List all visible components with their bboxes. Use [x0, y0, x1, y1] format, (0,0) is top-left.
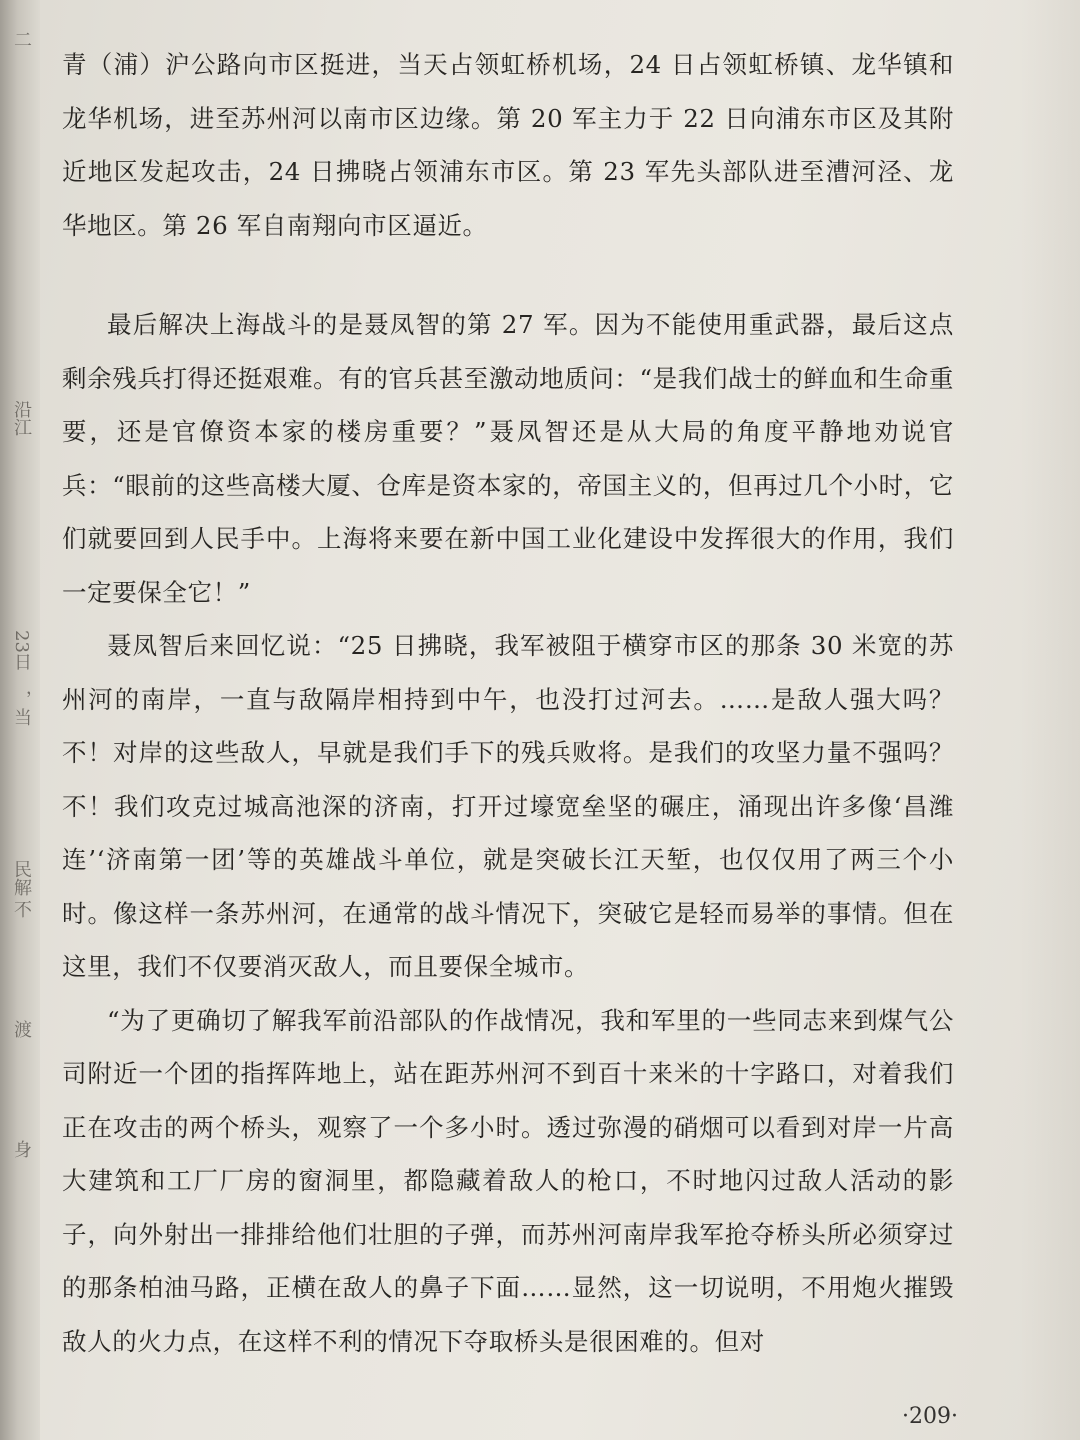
paragraph: 最后解决上海战斗的是聂凤智的第 27 军。因为不能使用重武器，最后这点剩余残兵打得还挺艰难。有的官兵甚至激动地质问：“是我们战士的鲜血和生命重要，还是官僚资本家的楼房重要？”聂凤智还是从大局的角度平静地劝说官兵：“眼前的这些高楼大厦、仓库是资本家的，帝国主义的，但再过几个小时，它们就要回到人民手中。上海将来要在新中国工业化建设中发挥很大的作用，我们一定要保全它！” — [62, 310, 954, 607]
paragraph: 聂凤智后来回忆说：“25 日拂晓，我军被阻于横穿市区的那条 30 米宽的苏州河的南岸，一直与敌隔岸相持到中午，也没打过河去。……是敌人强大吗？不！对岸的这些敌人，早就是我们手下的残兵败将。是我们的攻坚力量不强吗？不！我们攻克过城高池深的济南，打开过壕宽垒坚的碾庄，涌现出许多像‘昌潍连’‘济南第一团’等的英雄战斗单位，就是突破长江天堑，也仅仅用了两三个小时。像这样一条苏州河，在通常的战斗情况下，突破它是轻而易举的事情。但在这里，我们不仅要消灭敌人，而且要保全城市。 — [62, 631, 954, 981]
margin-fragment: ，当 — [11, 690, 32, 726]
margin-fragment: 二 — [11, 30, 32, 48]
margin-fragment: 23日 — [11, 630, 32, 671]
page-shadow — [1020, 0, 1080, 1440]
paragraph-continuation: 青（浦）沪公路向市区挺进，当天占领虹桥机场，24 日占领虹桥镇、龙华镇和龙华机场，进至苏州河以南市区边缘。第 20 军主力于 22 日向浦东市区及其附近地区发起攻击，24 日拂晓占领浦东市区。第 23 军先头部队进至漕河泾、龙华地区。第 26 军自南翔向市区逼近。 — [62, 50, 954, 240]
margin-fragment: 渡 — [11, 1020, 32, 1038]
adjacent-page-edge — [0, 0, 40, 1440]
book-page — [40, 0, 1080, 1440]
margin-fragment: 不 — [11, 900, 32, 918]
margin-fragment: 沿江 — [11, 400, 32, 436]
paragraph: “为了更确切了解我军前沿部队的作战情况，我和军里的一些同志来到煤气公司附近一个团的指挥阵地上，站在距苏州河不到百十来米的十字路口，对着我们正在攻击的两个桥头，观察了一个多小时。透过弥漫的硝烟可以看到对岸一片高大建筑和工厂厂房的窗洞里，都隐藏着敌人的枪口，不时地闪过敌人活动的影子，向外射出一排排给他们壮胆的子弹，而苏州河南岸我军抢夺桥头所必须穿过的那条柏油马路，正横在敌人的鼻子下面……显然，这一切说明，不用炮火摧毁敌人的火力点，在这样不利的情况下夺取桥头是很困难的。但对 — [62, 1005, 954, 1356]
body-text — [62, 38, 954, 1368]
page-number: ·209· — [902, 1404, 958, 1429]
margin-fragment: 民解 — [11, 860, 32, 896]
margin-fragment: 身 — [11, 1140, 32, 1158]
